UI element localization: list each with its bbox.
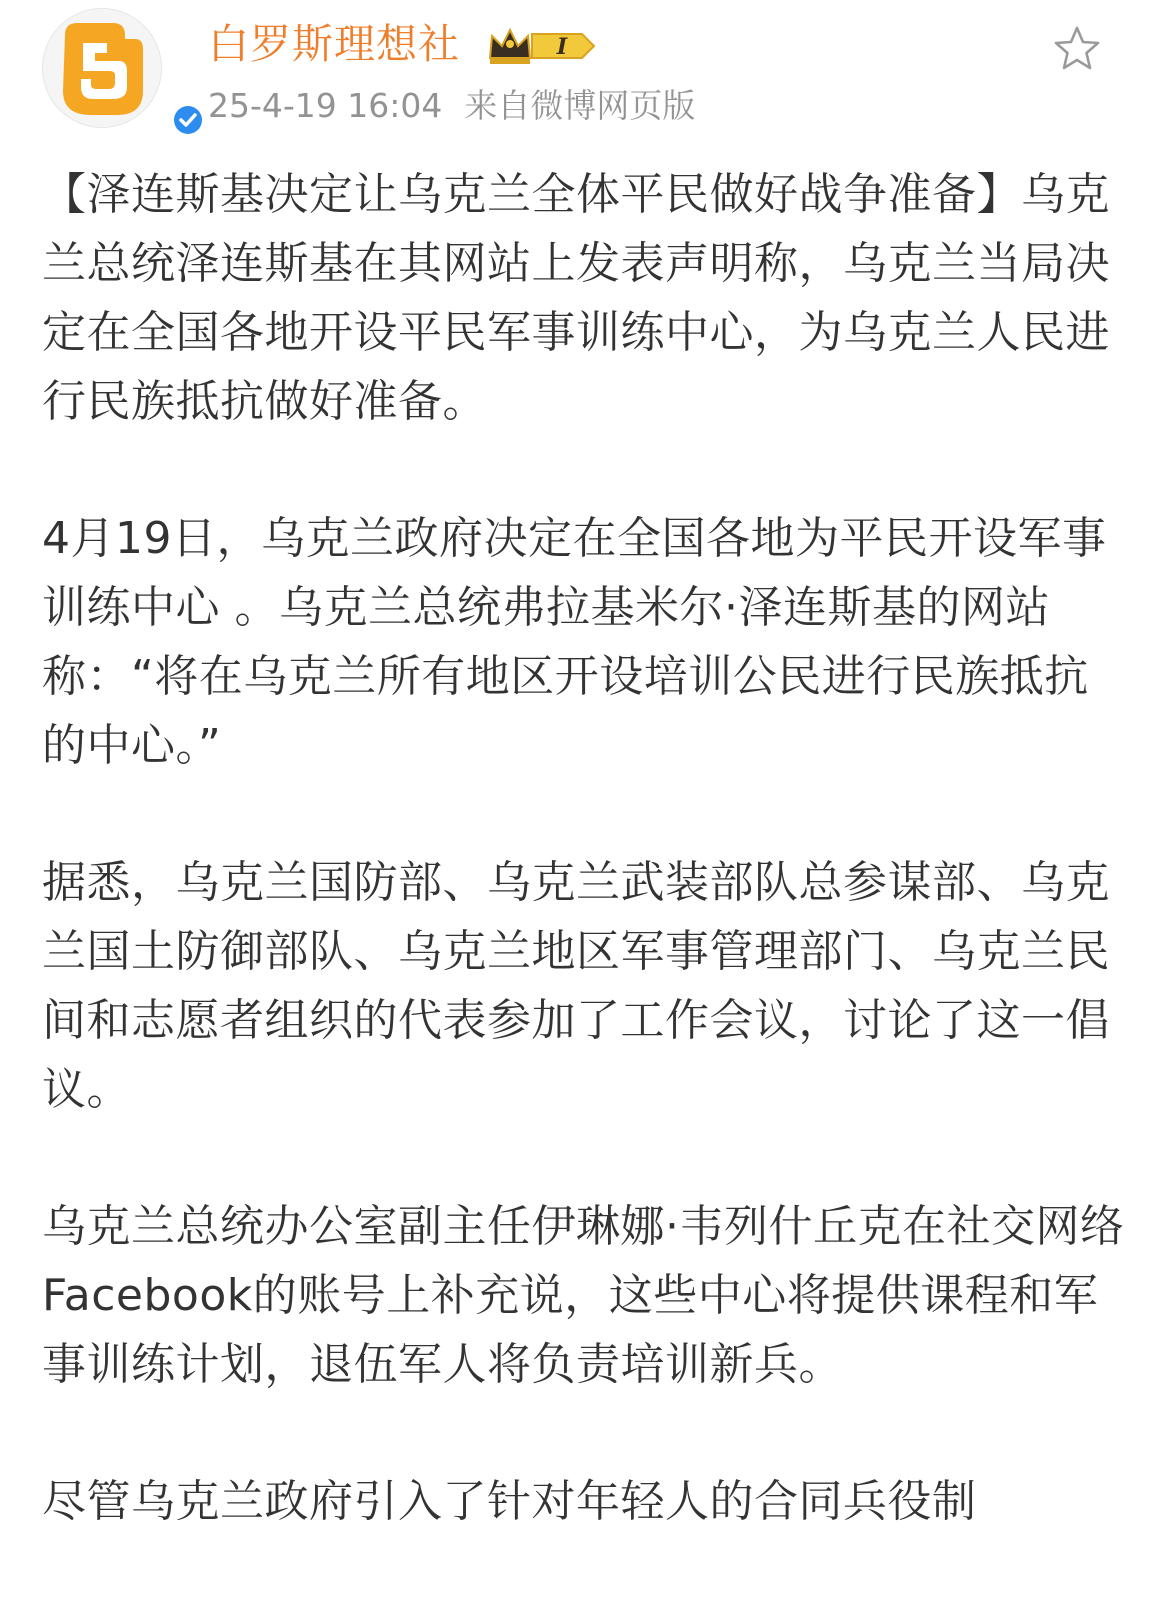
post-source: 来自微博网页版 [464, 86, 696, 125]
post-meta [208, 84, 695, 128]
post-header [0, 0, 1170, 140]
post-paragraph: 乌克兰总统办公室副主任伊琳娜·韦列什丘克在社交网络 Facebook的账号上补充说，这些中心将提供课程和军事训练计划，退伍军人将负责培训新兵。 [42, 1201, 1125, 1390]
post-paragraph: 【泽连斯基决定让乌克兰全体平民做好战争准备】乌克兰总统泽连斯基在其网站上发表声明称，乌克兰当局决定在全国各地开设平民军事训练中心，为乌克兰人民进行民族抵抗做好准备。 [42, 169, 1110, 427]
post-paragraph: 尽管乌克兰政府引入了针对年轻人的合同兵役制 [42, 1476, 977, 1527]
orange-logo-icon [43, 9, 161, 127]
author-name[interactable]: 白罗斯理想社 [208, 20, 460, 68]
post-time[interactable]: 25-4-19 16:04 [208, 86, 443, 125]
post-paragraph: 据悉，乌克兰国防部、乌克兰武装部队总参谋部、乌克兰国土防御部队、乌克兰地区军事管理部门、乌克兰民间和志愿者组织的代表参加了工作会议，讨论了这一倡议。 [42, 857, 1110, 1115]
crown-vip-badge-icon[interactable] [486, 24, 598, 68]
verified-icon [169, 101, 207, 139]
svg-text:I: I [556, 34, 568, 60]
star-outline-icon[interactable] [1052, 24, 1102, 72]
author-avatar[interactable] [42, 8, 162, 128]
post-content [42, 160, 1132, 1602]
post-paragraph: 4月19日，乌克兰政府决定在全国各地为平民开设军事训练中心 。乌克兰总统弗拉基米尔·泽连斯基的网站称：“将在乌克兰所有地区开设培训公民进行民族抵抗的中心。” [42, 513, 1107, 771]
